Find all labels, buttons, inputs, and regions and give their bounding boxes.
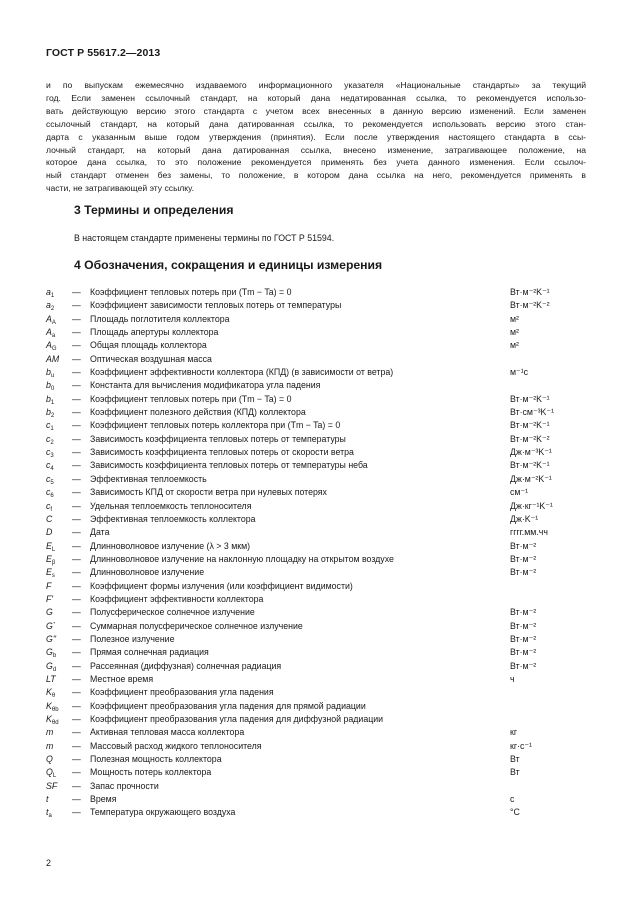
symbol-subscript: θ bbox=[51, 693, 56, 700]
symbol-subscript: 3 bbox=[50, 453, 54, 460]
symbol bbox=[46, 406, 54, 419]
symbol-base: K bbox=[46, 700, 52, 711]
symbol-unit: Вт·см⁻³K⁻¹ bbox=[510, 407, 554, 418]
symbol-unit: Вт·м⁻² bbox=[510, 607, 537, 618]
symbol-row bbox=[46, 379, 602, 392]
symbol-row bbox=[46, 513, 602, 526]
symbol-row bbox=[46, 580, 602, 593]
symbol-base: m bbox=[46, 727, 54, 738]
dash: — bbox=[72, 407, 81, 418]
symbol bbox=[46, 673, 56, 686]
symbol-definition: Прямая солнечная радиация bbox=[90, 647, 209, 658]
symbol bbox=[46, 339, 57, 352]
symbol bbox=[46, 566, 55, 579]
symbol bbox=[46, 540, 55, 553]
intro-line: ный стандарт отменен без замены, то положение, в котором дана ссылка на него, рекомендуется применять в bbox=[46, 170, 586, 181]
symbol bbox=[46, 766, 56, 779]
symbol-unit: Дж·K⁻¹ bbox=[510, 513, 539, 524]
symbol-base: b bbox=[46, 380, 51, 391]
symbol-row bbox=[46, 366, 602, 379]
dash: — bbox=[72, 340, 81, 351]
symbol-base: E bbox=[46, 567, 52, 578]
intro-paragraph bbox=[46, 79, 586, 195]
symbol-base: Q bbox=[46, 767, 53, 778]
intro-line: лочный стандарт, на который дана датированная ссылка, внесено изменение, затрагивающее положение, на bbox=[46, 144, 586, 155]
symbol bbox=[46, 793, 48, 806]
symbol-row bbox=[46, 406, 602, 419]
section-3-title: 3 Термины и определения bbox=[74, 203, 234, 217]
symbol bbox=[46, 419, 54, 432]
symbol-definition: Коэффициент тепловых потерь при (Tm − Ta) = 0 bbox=[90, 393, 292, 404]
symbol-subscript: s bbox=[51, 573, 55, 580]
symbol-unit: Вт·м⁻² bbox=[510, 620, 537, 631]
dash: — bbox=[72, 367, 81, 378]
symbol-unit: м² bbox=[510, 313, 519, 324]
symbol-base: b bbox=[46, 367, 51, 378]
symbol bbox=[46, 660, 56, 673]
symbol-subscript: 0 bbox=[50, 386, 55, 393]
dash: — bbox=[72, 593, 81, 604]
dash: — bbox=[72, 673, 81, 684]
symbol-definition: Суммарная полусферическое солнечное излучение bbox=[90, 620, 303, 631]
symbol bbox=[46, 806, 52, 819]
symbol-row bbox=[46, 713, 602, 726]
symbol-base: Q bbox=[46, 754, 53, 765]
symbol-unit: Вт·м⁻² bbox=[510, 540, 537, 551]
symbol-subscript: β bbox=[51, 559, 56, 566]
dash: — bbox=[72, 607, 81, 618]
symbol bbox=[46, 299, 54, 312]
symbol bbox=[46, 606, 53, 619]
dash: — bbox=[72, 700, 81, 711]
symbol-definition: Эффективная теплоемкость коллектора bbox=[90, 513, 256, 524]
symbol-base: G bbox=[46, 607, 53, 618]
dash: — bbox=[72, 553, 81, 564]
symbol-base: t bbox=[46, 794, 49, 805]
dash: — bbox=[72, 527, 81, 538]
dash: — bbox=[72, 540, 81, 551]
intro-line: части, не затрагивающей эту ссылку. bbox=[46, 183, 194, 194]
symbol bbox=[46, 286, 54, 299]
dash: — bbox=[72, 660, 81, 671]
symbol-definition: Длинноволновое излучение (λ > 3 мкм) bbox=[90, 540, 251, 551]
dash: — bbox=[72, 754, 81, 765]
symbol-row bbox=[46, 419, 602, 432]
page-number: 2 bbox=[46, 858, 52, 868]
symbol-subscript: θd bbox=[51, 720, 59, 726]
symbol-row bbox=[46, 806, 602, 819]
symbol bbox=[46, 633, 56, 646]
symbol-definition: Коэффициент формы излучения (или коэффициент видимости) bbox=[90, 580, 353, 591]
symbol-definition: Коэффициент эффективности коллектора bbox=[90, 593, 264, 604]
symbol-row bbox=[46, 486, 602, 499]
intro-line: вать действующую версию этого стандарта с учетом всех внесенных в данную версию изменений. Если заменен bbox=[46, 105, 586, 116]
symbol-definition: Зависимость коэффициента тепловых потерь от температуры bbox=[90, 433, 346, 444]
symbol-unit: Вт·м⁻²K⁻² bbox=[510, 300, 550, 311]
symbol-base: c bbox=[46, 473, 51, 484]
symbol-base: a bbox=[46, 300, 51, 311]
symbol-unit: Вт·м⁻² bbox=[510, 660, 537, 671]
symbol-unit: Дж·м⁻²K⁻¹ bbox=[510, 473, 552, 484]
dash: — bbox=[72, 433, 81, 444]
symbol-base: c bbox=[46, 420, 51, 431]
symbol-base: E bbox=[46, 540, 52, 551]
dash: — bbox=[72, 420, 81, 431]
dash: — bbox=[72, 807, 81, 818]
symbol-definition: Коэффициент преобразования угла падения bbox=[90, 687, 274, 698]
symbol-unit: Вт·м⁻² bbox=[510, 553, 537, 564]
symbol-subscript: 2 bbox=[50, 306, 55, 313]
symbol-definition: Удельная теплоемкость теплоносителя bbox=[90, 500, 252, 511]
symbol-base: F bbox=[46, 580, 52, 591]
symbol-row bbox=[46, 646, 602, 659]
symbol-base: LT bbox=[46, 673, 56, 684]
symbol-base: c bbox=[46, 433, 51, 444]
symbol bbox=[46, 553, 55, 566]
symbol-base: t bbox=[46, 807, 49, 818]
symbol-unit: Дж·м⁻³K⁻¹ bbox=[510, 447, 552, 458]
symbol-subscript: 2 bbox=[50, 413, 55, 420]
symbol-base: A bbox=[46, 340, 52, 351]
symbol-definition: Коэффициент преобразования угла падения для диффузной радиации bbox=[90, 714, 384, 724]
symbol-row bbox=[46, 446, 602, 459]
symbol bbox=[46, 620, 56, 633]
dash: — bbox=[72, 513, 81, 524]
symbol-row bbox=[46, 299, 602, 312]
symbol bbox=[46, 780, 57, 793]
symbol-unit: Вт·м⁻²K⁻¹ bbox=[510, 460, 550, 471]
symbol-definition: Площадь апертуры коллектора bbox=[90, 327, 219, 338]
symbol-base: c bbox=[46, 460, 51, 471]
intro-line: год. Если заменен ссылочный стандарт, на который дана недатированная ссылка, то рекомендуется использо- bbox=[46, 92, 586, 103]
symbol bbox=[46, 646, 56, 659]
dash: — bbox=[72, 393, 81, 404]
symbol-row bbox=[46, 686, 602, 699]
intro-line: дарта с указанным выше годом утверждения (принятия). Если после утверждения настоящего стандарта в ссы- bbox=[46, 131, 586, 142]
symbol-definition: Мощность потерь коллектора bbox=[90, 767, 212, 778]
symbol-unit: Вт·м⁻² bbox=[510, 647, 537, 658]
symbol bbox=[46, 366, 54, 379]
symbol-row bbox=[46, 526, 602, 539]
symbols-list bbox=[46, 286, 602, 820]
symbol-definition: Зависимость коэффициента тепловых потерь от скорости ветра bbox=[90, 447, 354, 458]
symbol-base: K bbox=[46, 714, 52, 724]
symbol bbox=[46, 740, 53, 753]
symbol-row bbox=[46, 740, 602, 753]
dash: — bbox=[72, 380, 81, 391]
intro-line: и по выпускам ежемесячно издаваемого информационного указателя «Национальные стандарты» за текущий bbox=[46, 80, 586, 90]
symbol-row bbox=[46, 633, 602, 646]
symbol-definition: Коэффициент полезного действия (КПД) коллектора bbox=[90, 407, 306, 418]
symbol-definition: Полезное излучение bbox=[90, 633, 175, 644]
symbol-subscript: L bbox=[52, 773, 57, 780]
symbol-subscript: G bbox=[51, 346, 57, 353]
symbol-unit: кг bbox=[510, 727, 518, 738]
symbol bbox=[46, 580, 51, 593]
symbol-definition: Запас прочности bbox=[90, 780, 159, 791]
symbol-unit: Вт bbox=[510, 754, 520, 765]
dash: — bbox=[72, 727, 81, 738]
symbol-unit: м⁻¹с bbox=[510, 367, 529, 378]
section-3-text: В настоящем стандарте применены термины по ГОСТ Р 51594. bbox=[74, 233, 335, 243]
symbol-base: G" bbox=[46, 633, 56, 644]
symbol-row bbox=[46, 393, 602, 406]
symbol bbox=[46, 473, 54, 486]
symbol bbox=[46, 393, 54, 406]
symbol-subscript: a bbox=[51, 333, 56, 340]
symbol-row bbox=[46, 553, 602, 566]
symbol-base: SF bbox=[46, 780, 58, 791]
symbol-row bbox=[46, 500, 602, 513]
dash: — bbox=[72, 780, 81, 791]
dash: — bbox=[72, 580, 81, 591]
symbol-subscript: 1 bbox=[50, 293, 55, 299]
symbol-definition: Длинноволновое излучение на наклонную площадку на открытом воздухе bbox=[90, 553, 394, 564]
intro-line: ссылочный стандарт, на который дана датированная ссылка, то рекомендуется использовать версию этого стан- bbox=[46, 118, 586, 129]
symbol-base: G` bbox=[46, 620, 56, 631]
symbol-base: b bbox=[46, 407, 51, 418]
symbol-base: C bbox=[46, 513, 53, 524]
symbol-definition: Коэффициент эффективности коллектора (КПД) (в зависимости от ветра) bbox=[90, 367, 394, 378]
symbol-definition: Коэффициент тепловых потерь при (Tm − Ta) = 0 bbox=[90, 287, 292, 297]
document-header: ГОСТ Р 55617.2—2013 bbox=[46, 47, 161, 59]
symbol-unit: Дж·кг⁻¹K⁻¹ bbox=[510, 500, 553, 511]
symbol-base: c bbox=[46, 447, 51, 458]
symbol-base: G bbox=[46, 647, 53, 658]
dash: — bbox=[72, 487, 81, 498]
symbol-definition: Температура окружающего воздуха bbox=[90, 807, 236, 818]
symbol bbox=[46, 700, 59, 713]
symbol-base: E bbox=[46, 553, 52, 564]
dash: — bbox=[72, 633, 81, 644]
dash: — bbox=[72, 647, 81, 658]
symbol bbox=[46, 686, 55, 699]
symbol-row bbox=[46, 660, 602, 673]
symbol-base: c bbox=[46, 487, 51, 498]
dash: — bbox=[72, 740, 81, 751]
symbol-base: F' bbox=[46, 593, 54, 604]
symbol-subscript: L bbox=[51, 546, 56, 553]
symbol-row bbox=[46, 339, 602, 352]
symbol bbox=[46, 726, 53, 739]
symbol-row bbox=[46, 313, 602, 326]
symbol-unit: гггг.мм.чч bbox=[510, 527, 548, 538]
dash: — bbox=[72, 473, 81, 484]
symbol-subscript: 1 bbox=[50, 399, 55, 406]
symbol-row bbox=[46, 473, 602, 486]
symbol-unit: Вт·м⁻²K⁻² bbox=[510, 433, 550, 444]
symbol-row bbox=[46, 353, 602, 366]
dash: — bbox=[72, 620, 81, 631]
symbol-row bbox=[46, 673, 602, 686]
dash: — bbox=[72, 687, 81, 698]
symbol-subscript: θb bbox=[51, 706, 59, 713]
dash: — bbox=[72, 313, 81, 324]
dash: — bbox=[72, 327, 81, 338]
symbol bbox=[46, 526, 52, 539]
symbol-definition: Эффективная теплоемкость bbox=[90, 473, 207, 484]
symbol-subscript: 4 bbox=[50, 466, 54, 473]
symbol-definition: Дата bbox=[90, 527, 110, 538]
symbol bbox=[46, 379, 54, 392]
symbol-base: K bbox=[46, 687, 52, 698]
symbol-row bbox=[46, 459, 602, 472]
symbol-subscript: d bbox=[52, 666, 57, 673]
symbol-definition: Коэффициент зависимости тепловых потерь от температуры bbox=[90, 300, 342, 311]
symbol-row bbox=[46, 566, 602, 579]
symbol-unit: Вт·м⁻²K⁻¹ bbox=[510, 287, 550, 297]
symbol bbox=[46, 313, 56, 326]
symbol-base: a bbox=[46, 287, 51, 297]
symbol-definition: Коэффициент тепловых потерь коллектора при (Tm − Ta) = 0 bbox=[90, 420, 341, 431]
dash: — bbox=[72, 567, 81, 578]
symbol-base: D bbox=[46, 527, 53, 538]
symbol-subscript: A bbox=[51, 319, 56, 326]
symbol bbox=[46, 593, 53, 606]
symbol-definition: Время bbox=[90, 794, 117, 805]
symbol-row bbox=[46, 286, 602, 299]
symbol-definition: Общая площадь коллектора bbox=[90, 340, 207, 351]
dash: — bbox=[72, 300, 81, 311]
symbol bbox=[46, 753, 53, 766]
symbol-subscript: 2 bbox=[50, 439, 54, 446]
dash: — bbox=[72, 794, 81, 805]
symbol bbox=[46, 326, 55, 339]
symbol-row bbox=[46, 766, 602, 779]
symbol-unit: м² bbox=[510, 340, 519, 351]
symbol-unit: Вт·м⁻² bbox=[510, 567, 537, 578]
dash: — bbox=[72, 447, 81, 458]
symbol-definition: Массовый расход жидкого теплоносителя bbox=[90, 740, 262, 751]
symbol-definition: Местное время bbox=[90, 673, 154, 684]
symbol bbox=[46, 446, 54, 459]
symbol-unit: ч bbox=[510, 673, 515, 684]
symbol bbox=[46, 486, 54, 499]
symbol-subscript: u bbox=[50, 373, 55, 380]
intro-line: которое дана ссылка, то это положение рекомендуется применять без учета данного изменения. Если ссылоч- bbox=[46, 157, 586, 168]
symbol-definition: Полезная мощность коллектора bbox=[90, 754, 222, 765]
symbol-row bbox=[46, 753, 602, 766]
symbol-row bbox=[46, 540, 602, 553]
symbol-definition: Площадь поглотителя коллектора bbox=[90, 313, 230, 324]
symbol bbox=[46, 500, 52, 513]
dash: — bbox=[72, 767, 81, 778]
symbol-row bbox=[46, 326, 602, 339]
symbol-unit: °С bbox=[510, 807, 520, 818]
symbol-definition: Оптическая воздушная масса bbox=[90, 353, 212, 364]
symbol-unit: Вт·м⁻²K⁻¹ bbox=[510, 420, 550, 431]
symbol-base: m bbox=[46, 740, 54, 751]
symbol-base: b bbox=[46, 393, 51, 404]
symbol bbox=[46, 459, 54, 472]
symbol-definition: Зависимость КПД от скорости ветра при нулевых потерях bbox=[90, 487, 327, 498]
symbol-subscript: f bbox=[50, 506, 53, 513]
symbol-row bbox=[46, 433, 602, 446]
symbol-unit: см⁻¹ bbox=[510, 487, 529, 498]
symbol-row bbox=[46, 700, 602, 713]
symbol-definition: Активная тепловая масса коллектора bbox=[90, 727, 245, 738]
dash: — bbox=[72, 500, 81, 511]
symbol bbox=[46, 513, 52, 526]
symbol-row bbox=[46, 593, 602, 606]
symbol-unit: м² bbox=[510, 327, 519, 338]
symbol-row bbox=[46, 780, 602, 793]
symbol bbox=[46, 713, 59, 726]
symbol-definition: Константа для вычисления модификатора угла падения bbox=[90, 380, 321, 391]
symbol-row bbox=[46, 620, 602, 633]
dash: — bbox=[72, 714, 81, 724]
symbol-row bbox=[46, 606, 602, 619]
symbol-subscript: 6 bbox=[50, 493, 54, 500]
symbol-definition: Полусферическое солнечное излучение bbox=[90, 607, 255, 618]
symbol-unit: с bbox=[510, 794, 515, 805]
symbol-row bbox=[46, 793, 602, 806]
symbol-definition: Рассеянная (диффузная) солнечная радиация bbox=[90, 660, 282, 671]
symbol-row bbox=[46, 726, 602, 739]
symbol-base: AM bbox=[46, 353, 60, 364]
symbol bbox=[46, 433, 54, 446]
symbol-base: A bbox=[46, 313, 52, 324]
symbol-subscript: a bbox=[48, 813, 52, 820]
dash: — bbox=[72, 353, 81, 364]
dash: — bbox=[72, 287, 81, 297]
symbol-definition: Длинноволновое излучение bbox=[90, 567, 205, 578]
dash: — bbox=[72, 460, 81, 471]
symbol-subscript: 1 bbox=[50, 426, 54, 433]
section-4-title: 4 Обозначения, сокращения и единицы измерения bbox=[74, 258, 383, 272]
symbol-unit: Вт bbox=[510, 767, 520, 778]
symbol-unit: Вт·м⁻²K⁻¹ bbox=[510, 393, 550, 404]
symbol-subscript: 5 bbox=[50, 479, 54, 486]
symbol bbox=[46, 353, 59, 366]
symbol-unit: кг·с⁻¹ bbox=[510, 740, 532, 751]
symbol-definition: Коэффициент преобразования угла падения для прямой радиации bbox=[90, 700, 366, 711]
symbol-base: c bbox=[46, 500, 51, 511]
symbol-unit: Вт·м⁻² bbox=[510, 633, 537, 644]
symbol-base: A bbox=[46, 327, 52, 338]
symbol-subscript: b bbox=[52, 653, 57, 660]
symbol-base: G bbox=[46, 660, 53, 671]
symbol-definition: Зависимость коэффициента тепловых потерь от температуры неба bbox=[90, 460, 368, 471]
